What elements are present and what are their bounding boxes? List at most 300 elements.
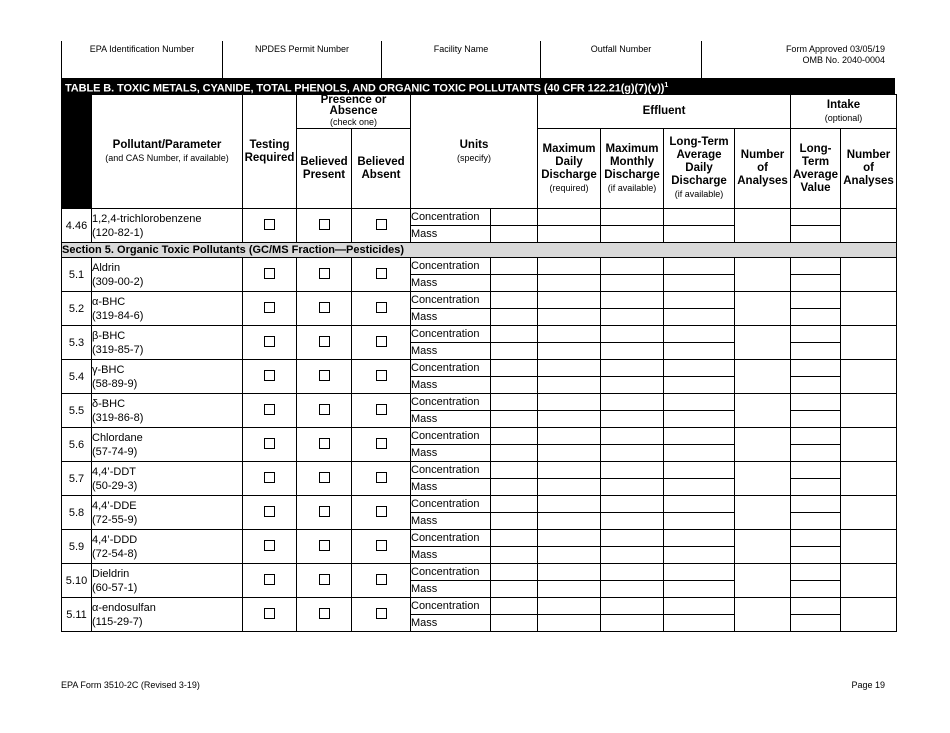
max-monthly-input[interactable]: [601, 462, 664, 479]
units-sub: (specify): [457, 152, 492, 163]
checkbox-square[interactable]: [376, 336, 387, 347]
long-term-mass-input[interactable]: [664, 343, 735, 360]
concentration-unit-input[interactable]: [491, 209, 538, 226]
num-analyses-input[interactable]: [735, 292, 791, 326]
checkbox-square[interactable]: [264, 608, 275, 619]
max-daily-mass-input[interactable]: [538, 513, 601, 530]
max-daily-input[interactable]: [538, 462, 601, 479]
believed-absent-checkbox[interactable]: [352, 598, 411, 632]
max-daily-input[interactable]: [538, 326, 601, 343]
concentration-unit-input[interactable]: [491, 462, 538, 479]
mass-unit-input[interactable]: [491, 226, 538, 243]
facility-label: Facility Name: [433, 44, 489, 54]
table-row: [62, 496, 897, 513]
believed-absent-checkbox[interactable]: [352, 496, 411, 530]
mass-label: Mass: [411, 547, 491, 564]
max-monthly-mass-input[interactable]: [601, 377, 664, 394]
max-monthly-mass-input[interactable]: [601, 615, 664, 632]
pollutant-label: 1,2,4-trichlorobenzene: [92, 212, 202, 225]
long-term-input[interactable]: [664, 326, 735, 343]
long-term-input[interactable]: [664, 530, 735, 547]
num-analyses-input[interactable]: [735, 258, 791, 292]
testing-required-checkbox[interactable]: [243, 564, 297, 598]
num-analyses-input[interactable]: [735, 496, 791, 530]
believed-present-checkbox[interactable]: [297, 292, 352, 326]
concentration-label: Concentration: [411, 462, 491, 479]
row-number: 4.46: [62, 209, 92, 243]
believed-present-checkbox[interactable]: [297, 326, 352, 360]
num-analyses-input[interactable]: [735, 428, 791, 462]
testing-required-checkbox[interactable]: [243, 394, 297, 428]
intake-average-input[interactable]: [791, 496, 841, 513]
believed-present-checkbox[interactable]: [297, 360, 352, 394]
long-term-input[interactable]: [664, 258, 735, 275]
believed-present-checkbox[interactable]: [297, 462, 352, 496]
concentration-unit-input[interactable]: [491, 530, 538, 547]
cas-number: (58-89-9): [92, 377, 138, 390]
row-number: 5.6: [62, 428, 92, 462]
testing-required-checkbox[interactable]: [243, 428, 297, 462]
max-monthly-input[interactable]: [601, 428, 664, 445]
long-term-mass-input[interactable]: [664, 513, 735, 530]
cas-number: (319-85-7): [92, 343, 144, 356]
concentration-label: Concentration: [411, 292, 491, 309]
believed-present-checkbox[interactable]: [297, 530, 352, 564]
intake-num-input[interactable]: [841, 360, 897, 394]
pollutant-header-sub: (and CAS Number, if available): [105, 152, 229, 163]
max-daily-mass-input[interactable]: [538, 547, 601, 564]
mass-unit-input[interactable]: [491, 275, 538, 292]
pollutant-name: [92, 394, 243, 428]
row-number: 5.7: [62, 462, 92, 496]
cas-number: (120-82-1): [92, 226, 144, 239]
max-daily-input[interactable]: [538, 496, 601, 513]
checkbox-square[interactable]: [376, 472, 387, 483]
concentration-unit-input[interactable]: [491, 258, 538, 275]
max-daily-mass-input[interactable]: [538, 226, 601, 243]
max-daily-mass-input[interactable]: [538, 377, 601, 394]
mass-unit-input[interactable]: [491, 513, 538, 530]
intake-sub: (optional): [824, 112, 863, 123]
testing-required-checkbox[interactable]: [243, 292, 297, 326]
mass-label: Mass: [411, 411, 491, 428]
checkbox-square[interactable]: [264, 336, 275, 347]
concentration-unit-input[interactable]: [491, 598, 538, 615]
long-term-mass-input[interactable]: [664, 226, 735, 243]
pollutant-name: [92, 360, 243, 394]
mass-label: Mass: [411, 226, 491, 243]
intake-average-mass-input[interactable]: [791, 513, 841, 530]
checkbox-square[interactable]: [319, 472, 330, 483]
omb-number: OMB No. 2040-0004: [802, 55, 885, 65]
max-daily-mass-input[interactable]: [538, 445, 601, 462]
concentration-label: Concentration: [411, 394, 491, 411]
intake-average-input[interactable]: [791, 394, 841, 411]
form-header: [61, 41, 895, 78]
max-daily-input[interactable]: [538, 292, 601, 309]
believed-absent-checkbox[interactable]: [352, 360, 411, 394]
believed-absent-checkbox[interactable]: [352, 258, 411, 292]
intake-average-input[interactable]: [791, 564, 841, 581]
max-monthly-mass-input[interactable]: [601, 309, 664, 326]
long-term-input[interactable]: [664, 292, 735, 309]
checkbox-square[interactable]: [319, 574, 330, 585]
believed-present-checkbox[interactable]: [297, 258, 352, 292]
max-monthly-mass-input[interactable]: [601, 547, 664, 564]
max-monthly-input[interactable]: [601, 209, 664, 226]
checkbox-square[interactable]: [264, 404, 275, 415]
checkbox-square[interactable]: [376, 404, 387, 415]
mass-unit-input[interactable]: [491, 445, 538, 462]
intake-num-input[interactable]: [841, 598, 897, 632]
long-term-mass-input[interactable]: [664, 411, 735, 428]
believed-absent-checkbox[interactable]: [352, 530, 411, 564]
max-monthly-mass-input[interactable]: [601, 479, 664, 496]
checkbox-square[interactable]: [376, 574, 387, 585]
believed-present-checkbox[interactable]: [297, 428, 352, 462]
section-heading: Section 5. Organic Toxic Pollutants (GC/MS Fraction—Pesticides): [62, 243, 897, 258]
cas-number: (57-74-9): [92, 445, 138, 458]
max-monthly-mass-input[interactable]: [601, 226, 664, 243]
pollutant-header: [92, 95, 243, 209]
effluent-header: [538, 95, 791, 129]
intake-num-input[interactable]: [841, 496, 897, 530]
checkbox-square[interactable]: [376, 506, 387, 517]
checkbox-square[interactable]: [319, 302, 330, 313]
num-analyses-input[interactable]: [735, 394, 791, 428]
intake-average-mass-input[interactable]: [791, 615, 841, 632]
mass-unit-input[interactable]: [491, 581, 538, 598]
epa-id-label: EPA Identification Number: [89, 44, 195, 54]
testing-required-checkbox[interactable]: [243, 258, 297, 292]
mass-label: Mass: [411, 343, 491, 360]
checkbox-square[interactable]: [376, 219, 387, 230]
intake-average-mass-input[interactable]: [791, 547, 841, 564]
long-term-mass-input[interactable]: [664, 581, 735, 598]
testing-required-checkbox[interactable]: [243, 209, 297, 243]
believed-present-header: [297, 129, 352, 209]
intake-average-input[interactable]: [791, 360, 841, 377]
checkbox-square[interactable]: [319, 608, 330, 619]
believed-absent-checkbox[interactable]: [352, 564, 411, 598]
intake-num-input[interactable]: [841, 292, 897, 326]
checkbox-square[interactable]: [264, 370, 275, 381]
testing-required-checkbox[interactable]: [243, 462, 297, 496]
max-monthly-label: Maximum Monthly Discharge: [604, 142, 660, 181]
max-monthly-input[interactable]: [601, 496, 664, 513]
cas-number: (309-00-2): [92, 275, 144, 288]
checkbox-square[interactable]: [376, 540, 387, 551]
max-daily-input[interactable]: [538, 209, 601, 226]
table-row: [62, 564, 897, 581]
long-term-mass-input[interactable]: [664, 479, 735, 496]
max-daily-mass-input[interactable]: [538, 615, 601, 632]
intake-average-mass-input[interactable]: [791, 275, 841, 292]
max-daily-mass-input[interactable]: [538, 309, 601, 326]
concentration-unit-input[interactable]: [491, 360, 538, 377]
max-monthly-input[interactable]: [601, 292, 664, 309]
checkbox-square[interactable]: [319, 506, 330, 517]
concentration-label: Concentration: [411, 258, 491, 275]
table-row: [62, 530, 897, 547]
mass-unit-input[interactable]: [491, 479, 538, 496]
table-title-text: TABLE B. TOXIC METALS, CYANIDE, TOTAL PHENOLS, AND ORGANIC TOXIC POLLUTANTS (40 CFR 122.21(g)(7)(v)): [65, 82, 665, 94]
section-row: [62, 243, 897, 258]
max-daily-input[interactable]: [538, 394, 601, 411]
testing-required-checkbox[interactable]: [243, 598, 297, 632]
checkbox-square[interactable]: [264, 574, 275, 585]
intake-average-mass-input[interactable]: [791, 377, 841, 394]
mass-label: Mass: [411, 581, 491, 598]
max-monthly-input[interactable]: [601, 258, 664, 275]
outfall-field[interactable]: [540, 41, 702, 78]
long-term-mass-input[interactable]: [664, 275, 735, 292]
checkbox-square[interactable]: [264, 472, 275, 483]
max-monthly-mass-input[interactable]: [601, 513, 664, 530]
believed-present-checkbox[interactable]: [297, 496, 352, 530]
checkbox-square[interactable]: [319, 268, 330, 279]
checkbox-square[interactable]: [264, 540, 275, 551]
believed-absent-checkbox[interactable]: [352, 394, 411, 428]
mass-unit-input[interactable]: [491, 411, 538, 428]
believed-absent-checkbox[interactable]: [352, 292, 411, 326]
presence-header: [297, 95, 411, 129]
mass-unit-input[interactable]: [491, 377, 538, 394]
intake-average-mass-input[interactable]: [791, 445, 841, 462]
units-header: [411, 95, 538, 209]
long-term-input[interactable]: [664, 564, 735, 581]
long-term-input[interactable]: [664, 428, 735, 445]
intake-average-input[interactable]: [791, 209, 841, 226]
believed-present-checkbox[interactable]: [297, 209, 352, 243]
intake-header: [791, 95, 897, 129]
intake-average-input[interactable]: [791, 258, 841, 275]
npdes-field[interactable]: [222, 41, 382, 78]
believed-absent-checkbox[interactable]: [352, 462, 411, 496]
believed-absent-checkbox[interactable]: [352, 326, 411, 360]
num-analyses-input[interactable]: [735, 530, 791, 564]
intake-average-mass-input[interactable]: [791, 581, 841, 598]
row-number: 5.11: [62, 598, 92, 632]
pollutant-label: γ-BHC: [92, 363, 125, 376]
max-monthly-input[interactable]: [601, 564, 664, 581]
mass-unit-input[interactable]: [491, 309, 538, 326]
max-daily-mass-input[interactable]: [538, 479, 601, 496]
long-term-mass-input[interactable]: [664, 309, 735, 326]
max-daily-sub: (required): [549, 182, 589, 193]
form-approved-text: Form Approved 03/05/19: [785, 44, 885, 54]
pollutant-name: [92, 258, 243, 292]
concentration-unit-input[interactable]: [491, 394, 538, 411]
pollutant-label: 4,4’-DDD: [92, 533, 138, 546]
num-analyses-input[interactable]: [735, 326, 791, 360]
checkbox-square[interactable]: [319, 219, 330, 230]
max-daily-mass-input[interactable]: [538, 275, 601, 292]
max-monthly-mass-input[interactable]: [601, 411, 664, 428]
page-number: Page 19: [851, 680, 885, 690]
intake-average-mass-input[interactable]: [791, 226, 841, 243]
row-number: 5.3: [62, 326, 92, 360]
believed-present-checkbox[interactable]: [297, 598, 352, 632]
checkbox-square[interactable]: [264, 506, 275, 517]
concentration-label: Concentration: [411, 564, 491, 581]
believed-absent-header: [352, 129, 411, 209]
concentration-label: Concentration: [411, 360, 491, 377]
max-monthly-input[interactable]: [601, 394, 664, 411]
testing-required-checkbox[interactable]: [243, 326, 297, 360]
checkbox-square[interactable]: [264, 438, 275, 449]
intake-average-input[interactable]: [791, 428, 841, 445]
checkbox-square[interactable]: [376, 268, 387, 279]
testing-required-checkbox[interactable]: [243, 530, 297, 564]
intake-num-input[interactable]: [841, 564, 897, 598]
checkbox-square[interactable]: [376, 302, 387, 313]
epa-id-field[interactable]: [61, 41, 223, 78]
intake-num-input[interactable]: [841, 326, 897, 360]
pollutant-name: [92, 496, 243, 530]
max-daily-input[interactable]: [538, 530, 601, 547]
checkbox-square[interactable]: [319, 404, 330, 415]
checkbox-square[interactable]: [319, 336, 330, 347]
intake-average-input[interactable]: [791, 326, 841, 343]
testing-label: Testing Required: [244, 138, 295, 164]
intake-average-mass-input[interactable]: [791, 309, 841, 326]
intake-average-label: Long-Term Average Value: [793, 142, 838, 194]
intake-num-input[interactable]: [841, 530, 897, 564]
intake-average-input[interactable]: [791, 530, 841, 547]
mass-label: Mass: [411, 377, 491, 394]
table-row: [62, 428, 897, 445]
checkbox-square[interactable]: [319, 540, 330, 551]
concentration-unit-input[interactable]: [491, 292, 538, 309]
concentration-unit-input[interactable]: [491, 564, 538, 581]
max-monthly-input[interactable]: [601, 530, 664, 547]
table-row: [62, 462, 897, 479]
believed-absent-checkbox[interactable]: [352, 428, 411, 462]
testing-required-header: [243, 95, 297, 209]
max-monthly-input[interactable]: [601, 598, 664, 615]
long-term-input[interactable]: [664, 462, 735, 479]
intake-average-mass-input[interactable]: [791, 479, 841, 496]
intake-average-input[interactable]: [791, 598, 841, 615]
max-daily-input[interactable]: [538, 598, 601, 615]
max-daily-mass-input[interactable]: [538, 343, 601, 360]
long-term-mass-input[interactable]: [664, 377, 735, 394]
checkbox-square[interactable]: [376, 608, 387, 619]
checkbox-square[interactable]: [264, 219, 275, 230]
num-analyses-input[interactable]: [735, 598, 791, 632]
units-label: Units: [459, 138, 489, 151]
long-term-input[interactable]: [664, 360, 735, 377]
max-daily-input[interactable]: [538, 360, 601, 377]
intake-num-input[interactable]: [841, 462, 897, 496]
testing-required-checkbox[interactable]: [243, 360, 297, 394]
cas-number: (50-29-3): [92, 479, 138, 492]
max-daily-input[interactable]: [538, 258, 601, 275]
intake-num-input[interactable]: [841, 428, 897, 462]
concentration-unit-input[interactable]: [491, 428, 538, 445]
concentration-unit-input[interactable]: [491, 326, 538, 343]
believed-present-checkbox[interactable]: [297, 394, 352, 428]
pollutant-name: [92, 462, 243, 496]
checkbox-square[interactable]: [376, 438, 387, 449]
checkbox-square[interactable]: [319, 370, 330, 381]
long-term-mass-input[interactable]: [664, 615, 735, 632]
mass-unit-input[interactable]: [491, 343, 538, 360]
intake-num-input[interactable]: [841, 394, 897, 428]
title-footnote: 1: [664, 82, 669, 89]
row-number: 5.4: [62, 360, 92, 394]
long-term-input[interactable]: [664, 598, 735, 615]
max-monthly-mass-input[interactable]: [601, 581, 664, 598]
checkbox-square[interactable]: [376, 370, 387, 381]
max-daily-mass-input[interactable]: [538, 411, 601, 428]
believed-absent-checkbox[interactable]: [352, 209, 411, 243]
long-term-mass-input[interactable]: [664, 547, 735, 564]
intake-average-input[interactable]: [791, 462, 841, 479]
max-monthly-mass-input[interactable]: [601, 343, 664, 360]
long-term-input[interactable]: [664, 209, 735, 226]
long-term-header: [664, 129, 735, 209]
long-term-input[interactable]: [664, 496, 735, 513]
form-number: EPA Form 3510-2C (Revised 3-19): [61, 680, 200, 690]
mass-unit-input[interactable]: [491, 615, 538, 632]
long-term-label: Long-Term Average Daily Discharge: [669, 136, 729, 187]
max-monthly-mass-input[interactable]: [601, 445, 664, 462]
num-analyses-input[interactable]: [735, 564, 791, 598]
max-daily-input[interactable]: [538, 428, 601, 445]
max-daily-label: Maximum Daily Discharge: [541, 142, 597, 181]
num-analyses-input[interactable]: [735, 360, 791, 394]
testing-required-checkbox[interactable]: [243, 496, 297, 530]
intake-num-input[interactable]: [841, 209, 897, 243]
mass-unit-input[interactable]: [491, 547, 538, 564]
believed-present-checkbox[interactable]: [297, 564, 352, 598]
intake-num-input[interactable]: [841, 258, 897, 292]
cas-number: (72-54-8): [92, 547, 138, 560]
num-analyses-input[interactable]: [735, 462, 791, 496]
intake-average-mass-input[interactable]: [791, 343, 841, 360]
checkbox-square[interactable]: [264, 302, 275, 313]
presence-sub: (check one): [329, 117, 378, 127]
pollutant-name: [92, 326, 243, 360]
row-number: 5.5: [62, 394, 92, 428]
max-monthly-mass-input[interactable]: [601, 275, 664, 292]
pollutant-label: 4,4’-DDE: [92, 499, 137, 512]
long-term-input[interactable]: [664, 394, 735, 411]
cas-number: (60-57-1): [92, 581, 138, 594]
long-term-mass-input[interactable]: [664, 445, 735, 462]
mass-label: Mass: [411, 513, 491, 530]
checkbox-square[interactable]: [319, 438, 330, 449]
max-daily-mass-input[interactable]: [538, 581, 601, 598]
table-row: [62, 394, 897, 411]
npdes-label: NPDES Permit Number: [254, 44, 350, 54]
table-row: [62, 326, 897, 343]
max-daily-header: [538, 129, 601, 209]
intake-average-input[interactable]: [791, 292, 841, 309]
facility-field[interactable]: [381, 41, 541, 78]
max-monthly-input[interactable]: [601, 360, 664, 377]
intake-average-mass-input[interactable]: [791, 411, 841, 428]
believed-present-label: Believed Present: [300, 155, 348, 181]
max-monthly-input[interactable]: [601, 326, 664, 343]
checkbox-square[interactable]: [264, 268, 275, 279]
num-analyses-input[interactable]: [735, 209, 791, 243]
num-analyses-header: [735, 129, 791, 209]
concentration-unit-input[interactable]: [491, 496, 538, 513]
max-daily-input[interactable]: [538, 564, 601, 581]
